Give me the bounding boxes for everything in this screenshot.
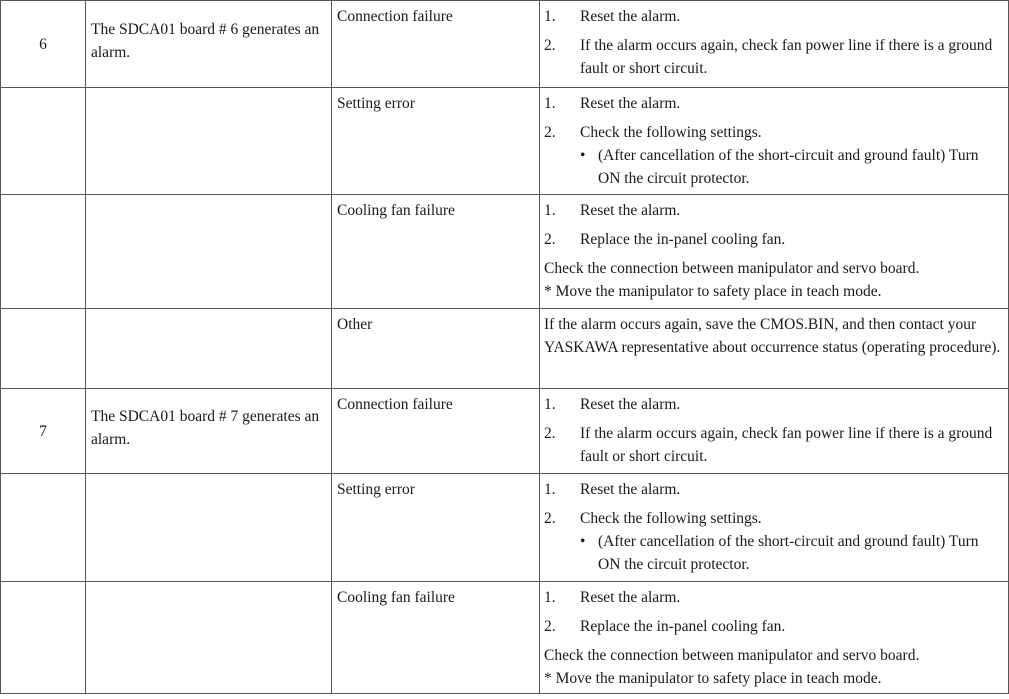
bullet-icon: • [580, 533, 586, 550]
table-row [1, 309, 1009, 389]
bullet-icon: • [580, 147, 586, 164]
remedy-cell [540, 195, 1009, 309]
table-row [1, 582, 1009, 694]
remedy-cell [540, 88, 1009, 195]
step-number: 1. [544, 95, 556, 112]
remedy-step [544, 478, 1004, 501]
step-text: Reset the alarm. [580, 396, 681, 413]
cause-text: Setting error [337, 95, 415, 112]
remedy-step [544, 34, 1004, 80]
sub-item-text: (After cancellation of the short-circuit and ground fault) Turn ON the circuit protector. [598, 147, 979, 187]
step-text: Reset the alarm. [580, 95, 681, 112]
remedy-cell [540, 582, 1009, 694]
alarm-description [91, 138, 331, 144]
step-text: Reset the alarm. [580, 202, 681, 219]
table-row [1, 195, 1009, 309]
alarm-number: 7 [39, 422, 47, 440]
cause-text: Cooling fan failure [337, 589, 455, 606]
description-cell [86, 309, 332, 389]
remedy-cell [540, 474, 1009, 582]
remedy-notes [544, 257, 1004, 303]
cause-cell [332, 88, 540, 195]
description-cell [86, 389, 332, 474]
step-number: 2. [544, 231, 556, 248]
remedy-step [544, 422, 1004, 468]
alarm-number-cell [1, 474, 86, 582]
remedy-step [544, 228, 1004, 251]
cause-text: Setting error [337, 481, 415, 498]
step-number: 2. [544, 510, 556, 527]
cause-cell [332, 474, 540, 582]
step-number: 1. [544, 202, 556, 219]
note-text: Check the connection between manipulator and servo board. [544, 647, 920, 664]
table-row [1, 1, 1009, 88]
step-number: 1. [544, 589, 556, 606]
alarm-number-cell [1, 389, 86, 474]
description-cell [86, 195, 332, 309]
step-text: Replace the in-panel cooling fan. [580, 618, 786, 635]
step-text: Reset the alarm. [580, 589, 681, 606]
remedy-step [544, 615, 1004, 638]
alarm-number-cell [1, 195, 86, 309]
remedy-cell [540, 309, 1009, 389]
remedy-text: If the alarm occurs again, save the CMOS.BIN, and then contact your YASKAWA representative about occurrence status (operating procedure). [544, 316, 1001, 356]
remedy-step [544, 5, 1004, 28]
step-text: If the alarm occurs again, check fan power line if there is a ground fault or short circuit. [580, 37, 993, 77]
table-row [1, 474, 1009, 582]
cause-cell [332, 309, 540, 389]
step-text: Reset the alarm. [580, 481, 681, 498]
alarm-number-cell [1, 1, 86, 88]
step-number: 1. [544, 481, 556, 498]
description-cell [86, 1, 332, 88]
cause-text: Connection failure [337, 8, 453, 25]
cause-cell [332, 1, 540, 88]
sub-item [580, 530, 1004, 576]
remedy-notes [544, 644, 1004, 690]
step-number: 1. [544, 8, 556, 25]
remedy-step [544, 393, 1004, 416]
sub-item [580, 144, 1004, 190]
step-number: 2. [544, 37, 556, 54]
cause-cell [332, 195, 540, 309]
description-cell [86, 474, 332, 582]
description-cell [86, 582, 332, 694]
alarm-number: 6 [39, 35, 47, 53]
step-number: 1. [544, 396, 556, 413]
step-text: If the alarm occurs again, check fan power line if there is a ground fault or short circuit. [580, 425, 993, 465]
remedy-step [544, 121, 1004, 144]
alarm-description [91, 525, 331, 531]
step-number: 2. [544, 124, 556, 141]
note-text: * Move the manipulator to safety place in teach mode. [544, 670, 882, 687]
remedy-step [544, 586, 1004, 609]
step-number: 2. [544, 425, 556, 442]
remedy-cell [540, 389, 1009, 474]
cause-cell [332, 582, 540, 694]
remedy-cell [540, 1, 1009, 88]
remedy-step [544, 199, 1004, 222]
alarm-description: The SDCA01 board # 6 generates an alarm. [91, 21, 320, 61]
alarm-description [91, 346, 331, 352]
cause-text: Other [337, 316, 373, 333]
alarm-number-cell [1, 309, 86, 389]
alarm-description: The SDCA01 board # 7 generates an alarm. [91, 408, 320, 448]
alarm-description [91, 635, 331, 641]
step-text: Replace the in-panel cooling fan. [580, 231, 786, 248]
sub-item-text: (After cancellation of the short-circuit and ground fault) Turn ON the circuit protector. [598, 533, 979, 573]
alarm-number-cell [1, 88, 86, 195]
step-text: Check the following settings. [580, 510, 762, 527]
cause-text: Cooling fan failure [337, 202, 455, 219]
step-text: Reset the alarm. [580, 8, 681, 25]
step-text: Check the following settings. [580, 124, 762, 141]
step-number: 2. [544, 618, 556, 635]
remedy-step [544, 507, 1004, 530]
remedy-step [544, 92, 1004, 115]
note-text: Check the connection between manipulator and servo board. [544, 260, 920, 277]
alarm-number-cell [1, 582, 86, 694]
alarm-description [91, 249, 331, 255]
table-row [1, 88, 1009, 195]
cause-text: Connection failure [337, 396, 453, 413]
description-cell [86, 88, 332, 195]
cause-cell [332, 389, 540, 474]
note-text: * Move the manipulator to safety place in teach mode. [544, 283, 882, 300]
table-row [1, 389, 1009, 474]
